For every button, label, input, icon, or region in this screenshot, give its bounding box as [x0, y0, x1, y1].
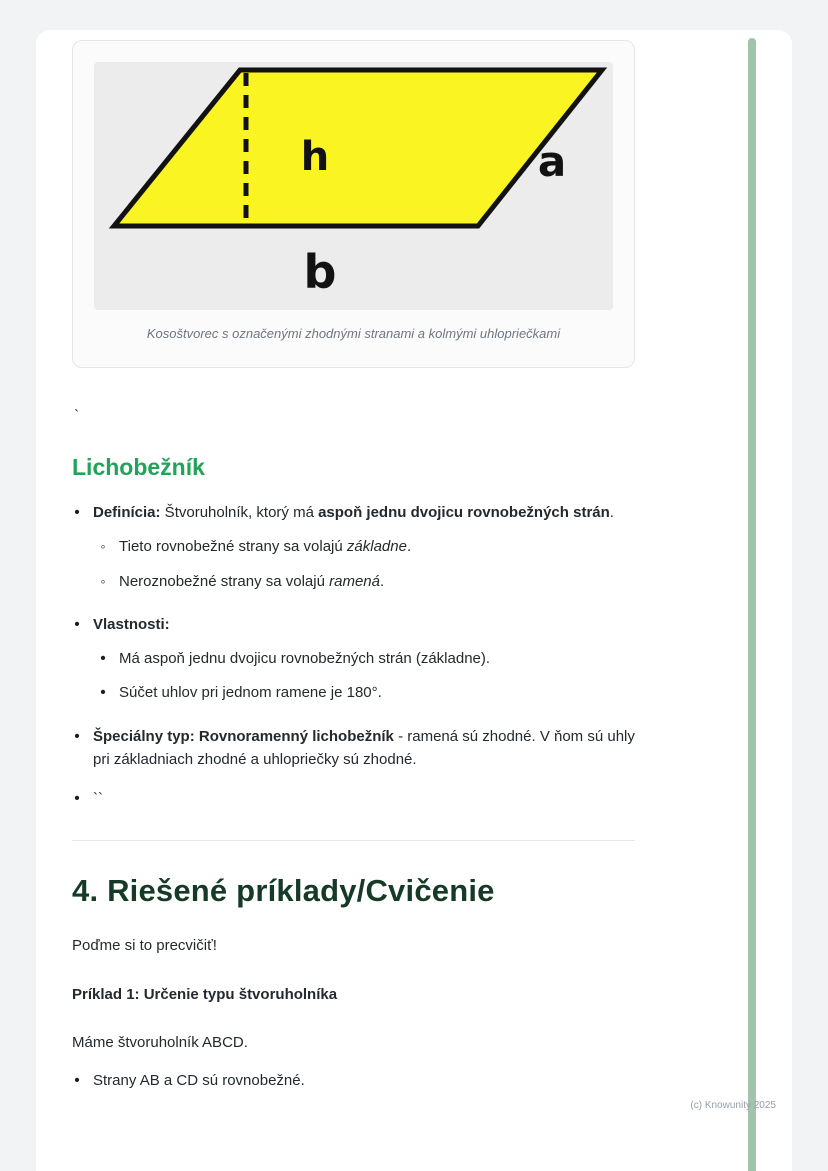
example-list [72, 1069, 635, 1092]
scrollbar[interactable] [748, 38, 756, 1171]
list-item-text: Tieto rovnobežné strany sa volajú základne. [119, 538, 412, 556]
list-item-definition [72, 501, 635, 524]
parallelogram-shape [114, 70, 602, 226]
heading-exercises: 4. Riešené príklady/Cvičenie [72, 873, 495, 909]
bullet-icon [72, 725, 82, 772]
list-item-ramena [98, 570, 635, 593]
list-item-stray [72, 787, 635, 810]
trapezoid-list [72, 501, 635, 810]
figure-card [72, 40, 635, 368]
list-item-special [72, 725, 635, 772]
example-text: Máme štvoruholník ABCD. [72, 1034, 248, 1052]
parallelogram-diagram [94, 62, 613, 310]
stray-backtick: ` [74, 408, 80, 425]
list-item-zakladne [98, 535, 635, 558]
label-a: a [537, 137, 567, 186]
document-content [36, 30, 635, 1092]
list-item-prop2 [98, 681, 635, 704]
list-item-text: Neroznobežné strany sa volajú ramená. [119, 572, 385, 590]
bullet-icon [98, 647, 108, 670]
list-item-text: Súčet uhlov pri jednom ramene je 180°. [119, 684, 382, 702]
figure-caption: Kosoštvorec s označenými zhodnými stranami a kolmými uhlopriečkami [146, 326, 561, 341]
example-title: Príklad 1: Určenie typu štvoruholníka [72, 985, 338, 1003]
list-item-vlastnosti [72, 613, 635, 636]
watermark: (c) Knowunity 2025 [690, 1100, 776, 1111]
list-item-text: Definícia: Štvoruholník, ktorý má aspoň jednu dvojicu rovnobežných strán. [93, 504, 614, 521]
list-item-text: Má aspoň jednu dvojicu rovnobežných strán (základne). [119, 650, 491, 667]
bullet-icon [72, 1069, 82, 1092]
circle-bullet-icon [98, 535, 108, 558]
document-page [36, 30, 792, 1171]
list-item-text: Vlastnosti: [93, 615, 170, 633]
label-b: b [303, 245, 337, 299]
label-h: h [300, 134, 330, 180]
bullet-icon [72, 787, 82, 810]
list-item-prop1 [98, 647, 635, 670]
list-item-text: Strany AB a CD sú rovnobežné. [93, 1071, 305, 1089]
parallelogram-figure [94, 62, 613, 310]
list-item-ab-cd [72, 1069, 635, 1092]
intro-paragraph: Poďme si to precvičiť! [72, 937, 217, 955]
list-item-text: Špeciálny typ: Rovnoramenný lichobežník - ramená sú zhodné. V ňom sú uhly pri základniach zhodné a uhlopriečky sú zhodné. [93, 727, 635, 768]
bullet-icon [98, 681, 108, 704]
list-item-text: `` [93, 790, 103, 807]
section-divider [72, 840, 635, 841]
bullet-icon [72, 613, 82, 636]
bullet-icon [72, 501, 82, 524]
heading-lichobeznik: Lichobežník [72, 454, 205, 480]
circle-bullet-icon [98, 570, 108, 593]
